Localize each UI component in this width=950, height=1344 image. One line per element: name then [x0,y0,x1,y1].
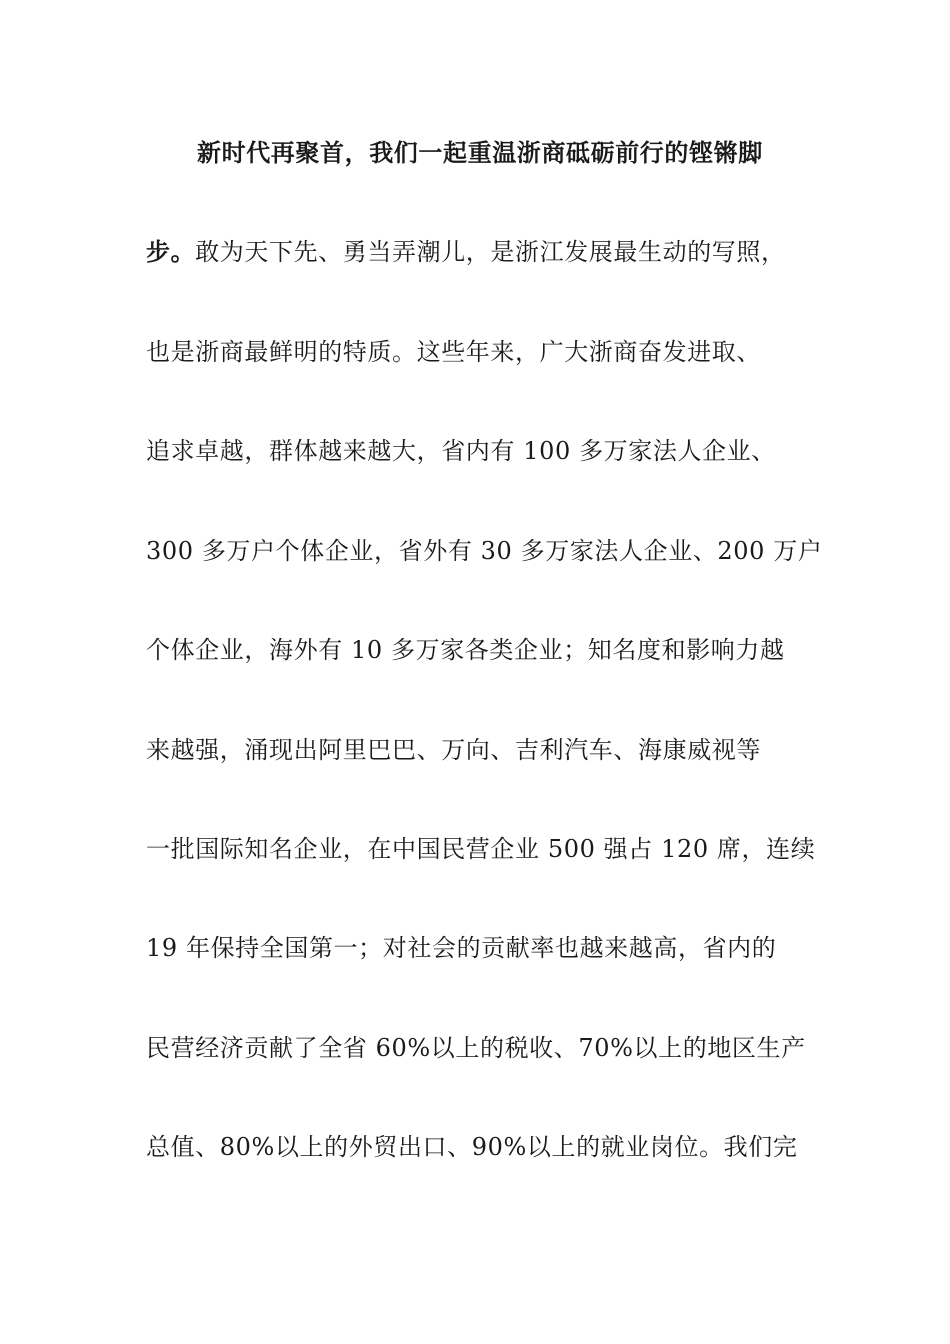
line-text: 来越强，涌现出阿里巴巴、万向、吉利汽车、海康威视等 [146,736,761,764]
line-text: 300 多万户个体企业，省外有 30 多万家法人企业、200 万户 [146,537,823,565]
line-text: 个体企业，海外有 10 多万家各类企业；知名度和影响力越 [146,636,785,664]
line-text: 一批国际知名企业，在中国民营企业 500 强占 120 席，连续 [146,835,816,863]
line-text: 19 年保持全国第一；对社会的贡献率也越来越高，省内的 [146,934,777,962]
paragraph-line-1 [197,138,837,168]
line-text: 追求卓越，群体越来越大，省内有 100 多万家法人企业、 [146,437,776,465]
paragraph-line-3 [146,337,836,367]
paragraph-line-4 [146,436,836,466]
paragraph-line-6 [146,635,836,665]
line-text: 民营经济贡献了全省 60%以上的税收、70%以上的地区生产 [146,1034,806,1062]
paragraph-line-2 [146,237,836,267]
line-text: 总值、80%以上的外贸出口、90%以上的就业岗位。我们完 [146,1133,798,1161]
bold-lead-text: 新时代再聚首，我们一起重温浙商砥砺前行的铿锵脚 [197,138,763,167]
line-text: 敢为天下先、勇当弄潮儿，是浙江发展最生动的写照， [195,238,786,266]
paragraph-line-11 [146,1132,836,1162]
paragraph-line-9 [146,933,836,963]
line-text: 也是浙商最鲜明的特质。这些年来，广大浙商奋发进取、 [146,338,761,366]
paragraph-line-5 [146,536,836,566]
paragraph-line-8 [146,834,836,864]
paragraph-line-10 [146,1033,836,1063]
paragraph-line-7 [146,735,836,765]
bold-lead-text: 步。 [146,237,196,266]
